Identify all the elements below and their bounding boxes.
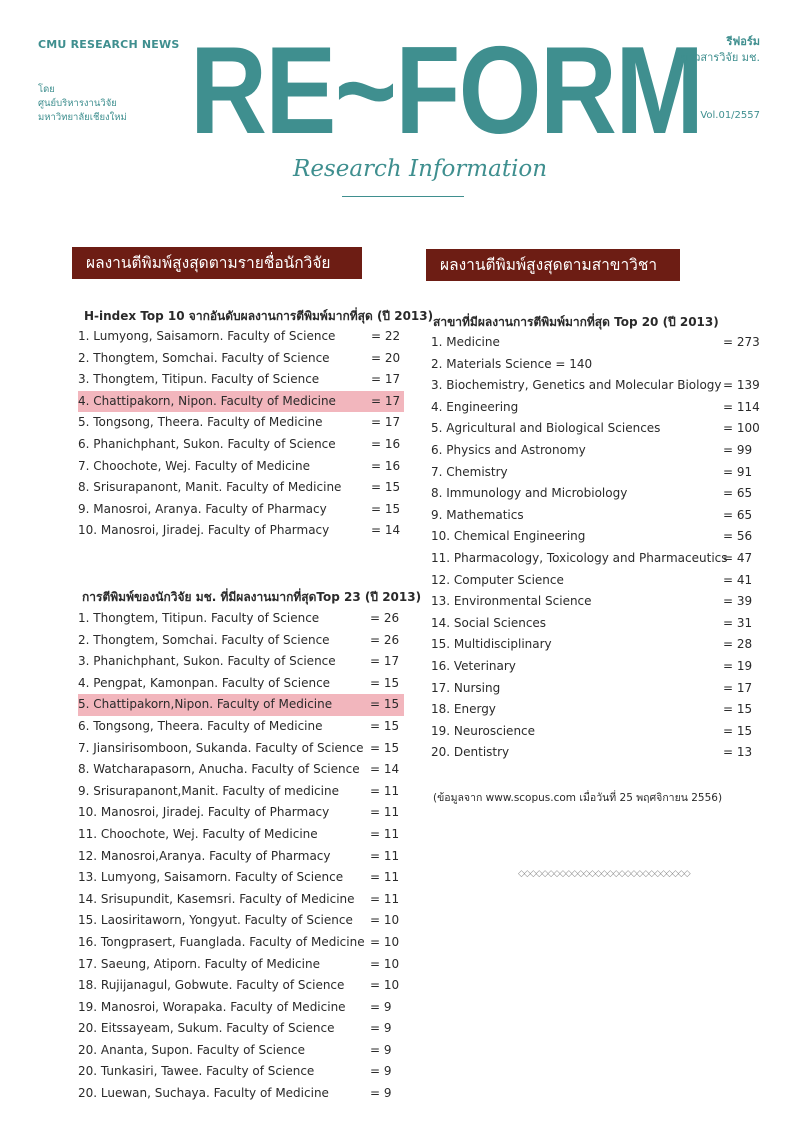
row-name: 3. Thongtem, Titipun. Faculty of Science (78, 372, 320, 387)
list-row (78, 997, 404, 1019)
list-row (431, 570, 761, 592)
row-name: 18. Energy (431, 702, 496, 717)
highlighted-row (78, 391, 404, 413)
highlighted-row (78, 694, 404, 716)
row-name: 6. Physics and Astronomy (431, 442, 586, 457)
row-value: = 273 (723, 335, 760, 349)
list-row (431, 332, 761, 354)
row-value: = 65 (723, 507, 753, 522)
row-value: = 11 (370, 805, 400, 820)
list-row (78, 738, 404, 760)
row-value: = 9 (370, 1042, 392, 1057)
list-row (78, 477, 404, 499)
list-row (78, 975, 404, 997)
row-value: = 15 (370, 740, 400, 755)
row-name: 4. Pengpat, Kamonpan. Faculty of Science (78, 675, 331, 690)
list-row (431, 462, 761, 484)
publisher-university: มหาวิทยาลัยเชียงใหม่ (38, 112, 127, 123)
row-value: = 11 (370, 848, 400, 863)
list-row (431, 418, 761, 440)
list-row (78, 1083, 404, 1105)
row-value: = 15 (723, 723, 753, 738)
list-row (431, 613, 761, 635)
row-name: 19. Manosroi, Worapaka. Faculty of Medicine (78, 999, 346, 1014)
row-value: = 65 (723, 486, 753, 501)
list-row (431, 526, 761, 548)
row-name: 20. Luewan, Suchaya. Faculty of Medicine (78, 1086, 329, 1101)
list-row (431, 678, 761, 700)
list-row (431, 483, 761, 505)
row-name: 20. Eitssayeam, Sukum. Faculty of Science (78, 1021, 335, 1036)
row-name: 2. Materials Science = 140 (431, 356, 593, 371)
row-name: 3. Phanichphant, Sukon. Faculty of Science (78, 654, 336, 669)
row-value: = 20 (371, 350, 401, 365)
row-value: = 9 (370, 1064, 392, 1079)
row-name: 2. Thongtem, Somchai. Faculty of Science (78, 632, 330, 647)
list-row (431, 397, 761, 419)
row-name: 20. Dentistry (431, 745, 510, 760)
list-row (78, 456, 404, 478)
row-value: = 26 (370, 632, 400, 647)
pubs-list (78, 608, 404, 1105)
row-value: = 9 (370, 1021, 392, 1036)
row-name: 7. Chemistry (431, 464, 508, 479)
row-value: = 17 (371, 393, 401, 408)
row-name: 16. Tongprasert, Fuanglada. Faculty of Medicine (78, 934, 365, 949)
list-row (78, 846, 404, 868)
list-row (78, 867, 404, 889)
list-row (78, 326, 404, 348)
list-row (78, 412, 404, 434)
row-value: = 19 (723, 658, 753, 673)
row-value: = 17 (371, 415, 401, 430)
list-row (78, 499, 404, 521)
list-row (78, 673, 404, 695)
row-value: = 16 (371, 436, 401, 451)
row-value: = 9 (370, 999, 392, 1014)
list-row (78, 910, 404, 932)
list-row (431, 699, 761, 721)
row-value: = 15 (723, 702, 753, 717)
row-name: 1. Thongtem, Titipun. Faculty of Science (78, 611, 320, 625)
publisher-unit: ศูนย์บริหารงานวิจัย (38, 98, 117, 109)
list-row (431, 375, 761, 397)
row-value: = 10 (370, 913, 400, 928)
row-value: = 15 (370, 675, 400, 690)
row-value: = 56 (723, 529, 753, 544)
volume-label: Vol.01/2557 (700, 110, 760, 121)
row-name: 5. Agricultural and Biological Sciences (431, 421, 661, 436)
row-name: 10. Chemical Engineering (431, 529, 586, 544)
row-name: 8. Immunology and Microbiology (431, 486, 628, 501)
hindex-heading: H-index Top 10 จากอันดับผลงานการตีพิมพ์มากที่สุด (ปี 2013) (84, 309, 434, 323)
list-row (78, 889, 404, 911)
row-name: 17. Nursing (431, 680, 501, 695)
row-name: 16. Veterinary (431, 658, 516, 673)
masthead-title: RE~FORM (190, 22, 703, 160)
row-value: = 15 (371, 480, 401, 495)
row-value: = 14 (370, 762, 400, 777)
row-value: = 39 (723, 594, 753, 609)
row-name: 14. Srisupundit, Kasemsri. Faculty of Medicine (78, 891, 355, 906)
subjects-list (431, 332, 761, 764)
tagline-divider (342, 196, 464, 197)
row-value: = 11 (370, 783, 400, 798)
list-row (78, 759, 404, 781)
row-name: 20. Tunkasiri, Tawee. Faculty of Science (78, 1064, 315, 1079)
row-name: 9. Mathematics (431, 507, 524, 522)
row-value: = 17 (370, 654, 400, 669)
row-name: 15. Laosiritaworn, Yongyut. Faculty of Science (78, 913, 353, 928)
row-name: 10. Manosroi, Jiradej. Faculty of Pharmacy (78, 523, 330, 538)
list-row (78, 1061, 404, 1083)
row-name: 15. Multidisciplinary (431, 637, 552, 652)
row-name: 5. Tongsong, Theera. Faculty of Medicine (78, 415, 323, 430)
pubs-heading: การตีพิมพ์ของนักวิจัย มช. ที่มีผลงานมากที่สุดTop 23 (ปี 2013) (82, 590, 422, 604)
list-row (78, 954, 404, 976)
row-value: = 41 (723, 572, 753, 587)
list-row (431, 505, 761, 527)
row-name: 19. Neuroscience (431, 723, 536, 738)
row-value: = 10 (370, 978, 400, 993)
row-name: 11. Choochote, Wej. Faculty of Medicine (78, 826, 318, 841)
list-row (431, 591, 761, 613)
source-note: (ข้อมูลจาก www.scopus.com เมื่อวันที่ 25 พฤศจิกายน 2556) (433, 792, 723, 804)
row-name: 4. Chattipakorn, Nipon. Faculty of Medicine (78, 393, 336, 408)
list-row (78, 781, 404, 803)
list-row (78, 369, 404, 391)
thai-title: รีฟอร์ม (726, 35, 760, 48)
list-row (431, 548, 761, 570)
researcher-banner: ผลงานตีพิมพ์สูงสุดตามรายชื่อนักวิจัย (72, 247, 362, 279)
row-value: = 28 (723, 637, 753, 652)
list-row (431, 634, 761, 656)
row-value: = 99 (723, 442, 753, 457)
list-row (431, 721, 761, 743)
row-name: 7. Choochote, Wej. Faculty of Medicine (78, 458, 311, 473)
list-row (78, 651, 404, 673)
list-row (431, 354, 761, 376)
list-row (78, 824, 404, 846)
list-row (78, 1018, 404, 1040)
list-row (78, 1040, 404, 1062)
row-value: = 10 (370, 934, 400, 949)
list-row (431, 742, 761, 764)
row-name: 12. Manosroi,Aranya. Faculty of Pharmacy (78, 848, 331, 863)
row-value: = 16 (371, 458, 401, 473)
row-name: 8. Srisurapanont, Manit. Faculty of Medicine (78, 480, 342, 495)
row-name: 12. Computer Science (431, 572, 564, 587)
list-row (78, 630, 404, 652)
row-name: 17. Saeung, Atiporn. Faculty of Medicine (78, 956, 320, 971)
row-name: 5. Chattipakorn,Nipon. Faculty of Medicine (78, 697, 333, 712)
row-name: 14. Social Sciences (431, 615, 547, 630)
row-name: 20. Ananta, Supon. Faculty of Science (78, 1042, 305, 1057)
row-name: 13. Lumyong, Saisamorn. Faculty of Science (78, 870, 344, 885)
row-name: 8. Watcharapasorn, Anucha. Faculty of Science (78, 762, 360, 777)
row-name: 10. Manosroi, Jiradej. Faculty of Pharmacy (78, 805, 330, 820)
row-name: 1. Lumyong, Saisamorn. Faculty of Science (78, 329, 336, 343)
row-value: = 11 (370, 891, 400, 906)
list-row (431, 656, 761, 678)
row-name: 4. Engineering (431, 399, 519, 414)
row-value: = 17 (723, 680, 753, 695)
row-value: = 100 (723, 421, 760, 436)
row-name: 11. Pharmacology, Toxicology and Pharmaceutics (431, 550, 728, 565)
list-row (78, 608, 404, 630)
list-row (78, 932, 404, 954)
row-value: = 17 (371, 372, 401, 387)
row-name: 2. Thongtem, Somchai. Faculty of Science (78, 350, 330, 365)
row-name: 6. Tongsong, Theera. Faculty of Medicine (78, 718, 323, 733)
row-name: 1. Medicine (431, 335, 500, 349)
by-label: โดย (38, 84, 55, 95)
ornament-divider: ◇◇◇◇◇◇◇◇◇◇◇◇◇◇◇◇◇◇◇◇◇◇◇◇◇◇◇◇◇ (518, 869, 690, 879)
row-value: = 114 (723, 399, 760, 414)
row-name: 18. Rujijanagul, Gobwute. Faculty of Science (78, 978, 345, 993)
row-name: 9. Manosroi, Aranya. Faculty of Pharmacy (78, 501, 327, 516)
row-value: = 13 (723, 745, 753, 760)
subjects-heading: สาขาที่มีผลงานการตีพิมพ์มากที่สุด Top 20 (ปี 2013) (433, 315, 719, 329)
row-value: = 47 (723, 550, 753, 565)
row-value: = 26 (370, 611, 400, 625)
brand-label: CMU RESEARCH NEWS (38, 38, 180, 51)
thai-subtitle: ข่าวสารวิจัย มช. (680, 51, 760, 64)
row-value: = 31 (723, 615, 753, 630)
row-name: 3. Biochemistry, Genetics and Molecular Biology (431, 378, 722, 393)
row-value: = 15 (371, 501, 401, 516)
row-name: 13. Environmental Science (431, 594, 592, 609)
list-row (78, 802, 404, 824)
list-row (78, 434, 404, 456)
row-value: = 91 (723, 464, 753, 479)
row-value: = 14 (371, 523, 401, 538)
subject-banner: ผลงานตีพิมพ์สูงสุดตามสาขาวิชา (426, 249, 680, 281)
row-name: 6. Phanichphant, Sukon. Faculty of Science (78, 436, 336, 451)
row-value: = 10 (370, 956, 400, 971)
row-value: = 11 (370, 870, 400, 885)
list-row (78, 520, 404, 542)
list-row (431, 440, 761, 462)
row-value: = 15 (370, 718, 400, 733)
list-row (78, 348, 404, 370)
row-value: = 139 (723, 378, 760, 393)
row-value: = 9 (370, 1086, 392, 1101)
row-name: 9. Srisurapanont,Manit. Faculty of medicine (78, 783, 339, 798)
hindex-list (78, 326, 404, 542)
row-value: = 15 (370, 697, 400, 712)
row-name: 7. Jiansirisomboon, Sukanda. Faculty of Science (78, 740, 364, 755)
list-row (78, 716, 404, 738)
publisher-block (38, 83, 127, 125)
row-value: = 11 (370, 826, 400, 841)
masthead-tagline: Research Information (293, 156, 548, 182)
row-value: = 22 (371, 329, 401, 343)
